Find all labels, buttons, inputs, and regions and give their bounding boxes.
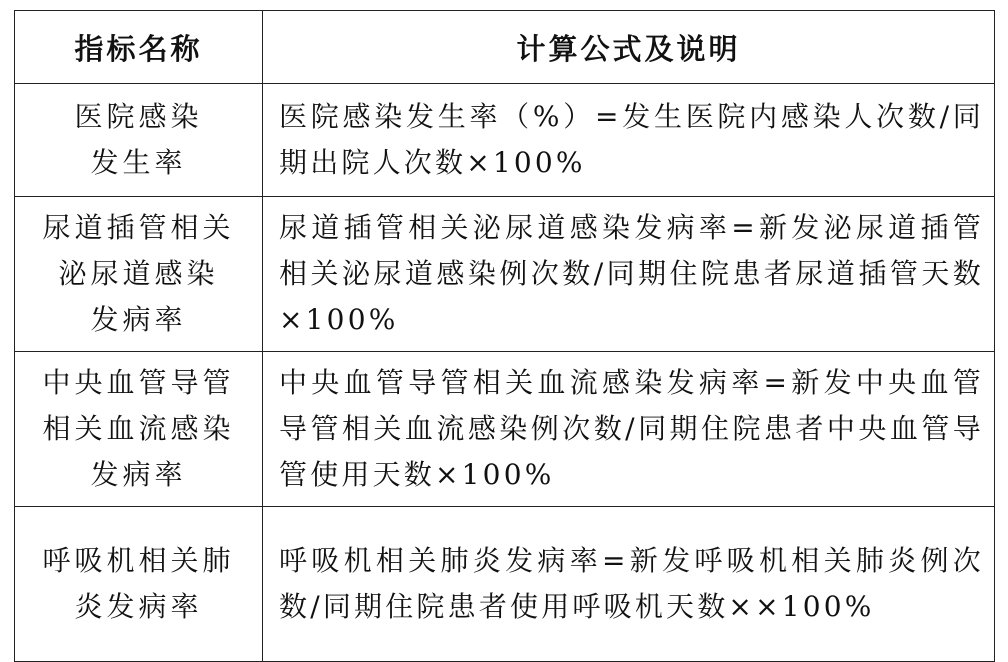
indicator-name-line: 泌尿道感染 <box>58 257 219 290</box>
indicator-name <box>15 197 263 352</box>
indicator-name-line: 中央血管导管 <box>42 366 235 399</box>
header-formula: 计算公式及说明 <box>263 11 995 84</box>
indicator-formula: 中央血管导管相关血流感染发病率=新发中央血管导管相关血流感染例次数/同期住院患者中央血管导管使用天数×100% <box>263 352 995 507</box>
indicator-name-line: 尿道插管相关 <box>42 211 235 244</box>
indicator-name-line: 医院感染 <box>74 100 203 133</box>
table-row <box>15 507 995 662</box>
metrics-table <box>14 10 995 662</box>
indicator-name-line: 发病率 <box>90 458 187 491</box>
indicator-name-line: 炎发病率 <box>74 590 203 623</box>
indicator-name <box>15 84 263 197</box>
header-indicator-name: 指标名称 <box>15 11 263 84</box>
indicator-formula: 尿道插管相关泌尿道感染发病率=新发泌尿道插管相关泌尿道感染例次数/同期住院患者尿道插管天数×100% <box>263 197 995 352</box>
indicator-name <box>15 352 263 507</box>
table-row <box>15 352 995 507</box>
indicator-formula: 呼吸机相关肺炎发病率=新发呼吸机相关肺炎例次数/同期住院患者使用呼吸机天数××100% <box>263 507 995 662</box>
indicator-formula: 医院感染发生率（%）=发生医院内感染人次数/同期出院人次数×100% <box>263 84 995 197</box>
indicator-name-line: 发病率 <box>90 303 187 336</box>
indicator-name-line: 相关血流感染 <box>42 412 235 445</box>
indicator-name <box>15 507 263 662</box>
table-row <box>15 84 995 197</box>
indicator-name-line: 呼吸机相关肺 <box>42 544 235 577</box>
table-row <box>15 197 995 352</box>
table-header-row <box>15 11 995 84</box>
indicator-name-line: 发生率 <box>90 146 187 179</box>
